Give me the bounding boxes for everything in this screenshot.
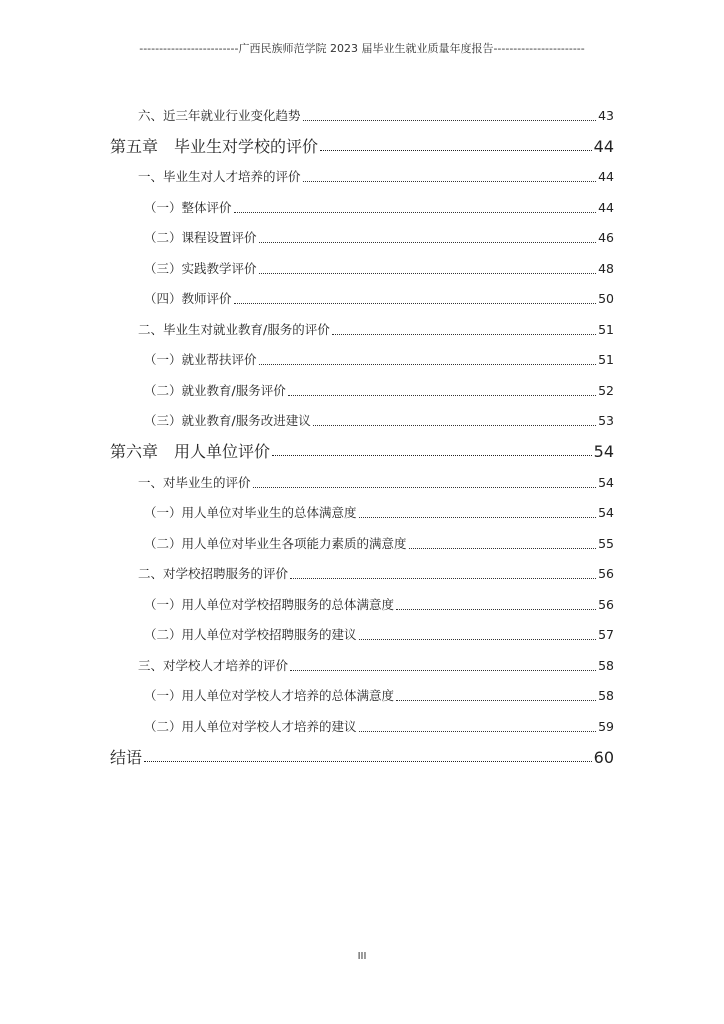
toc-entry-page-number: 54 <box>598 505 614 520</box>
toc-entry-page-number: 58 <box>598 688 614 703</box>
running-header: -------------------------广西民族师范学院 2023 届毕业生就业质量年度报告----------------------- <box>139 42 585 55</box>
toc-entry-page-number: 53 <box>598 413 614 428</box>
toc-chapter-entry[interactable] <box>110 126 614 157</box>
toc-entry-label: （四）教师评价 <box>144 291 232 306</box>
toc-subsection-entry[interactable] <box>110 493 614 524</box>
toc-entry-page-number: 55 <box>598 535 614 551</box>
toc-entry-page-number: 51 <box>598 352 614 367</box>
toc-subsection-entry[interactable] <box>110 340 614 371</box>
dot-leader <box>272 455 592 456</box>
toc-subsection-entry[interactable] <box>110 248 614 279</box>
table-of-contents <box>110 95 614 768</box>
toc-chapter-entry[interactable] <box>110 737 614 768</box>
toc-subsection-entry[interactable] <box>110 187 614 218</box>
dot-leader <box>320 150 592 151</box>
toc-entry-label: 二、毕业生对就业教育/服务的评价 <box>138 321 330 337</box>
toc-entry-label: （二）用人单位对学校人才培养的建议 <box>144 718 357 734</box>
toc-entry-label: （三）就业教育/服务改进建议 <box>144 413 311 428</box>
toc-entry-page-number: 44 <box>598 199 614 215</box>
toc-entry-page-number: 46 <box>598 230 614 245</box>
toc-entry-page-number: 52 <box>598 382 614 398</box>
dot-leader <box>234 212 597 213</box>
toc-entry-page-number: 56 <box>598 566 614 581</box>
toc-entry-page-number: 50 <box>598 291 614 306</box>
toc-chapter-entry[interactable] <box>110 431 614 462</box>
toc-section-entry[interactable] <box>110 157 614 188</box>
dot-leader <box>144 761 592 762</box>
dot-leader <box>253 487 597 488</box>
toc-entry-label: （一）整体评价 <box>144 199 232 215</box>
dot-leader <box>290 670 596 671</box>
toc-entry-page-number: 44 <box>598 169 614 184</box>
dot-leader <box>234 303 597 304</box>
toc-section-entry[interactable] <box>110 554 614 585</box>
toc-entry-label: 第五章 毕业生对学校的评价 <box>110 136 319 156</box>
page-number: III <box>357 951 367 962</box>
toc-section-entry[interactable] <box>110 95 614 126</box>
toc-subsection-entry[interactable] <box>110 706 614 737</box>
dot-leader <box>259 242 597 243</box>
toc-subsection-entry[interactable] <box>110 523 614 554</box>
dot-leader <box>303 181 597 182</box>
dot-leader <box>396 609 596 610</box>
toc-entry-page-number: 58 <box>598 657 614 673</box>
toc-entry-page-number: 54 <box>593 442 614 461</box>
toc-entry-page-number: 57 <box>598 627 614 642</box>
dot-leader <box>288 395 596 396</box>
toc-entry-page-number: 54 <box>598 474 614 490</box>
toc-entry-label: （二）课程设置评价 <box>144 230 257 245</box>
toc-section-entry[interactable] <box>110 462 614 493</box>
toc-entry-label: （一）用人单位对毕业生的总体满意度 <box>144 505 357 520</box>
toc-section-entry[interactable] <box>110 645 614 676</box>
toc-subsection-entry[interactable] <box>110 401 614 432</box>
toc-entry-page-number: 56 <box>598 596 614 612</box>
toc-entry-label: （一）就业帮扶评价 <box>144 352 257 367</box>
toc-entry-label: （三）实践教学评价 <box>144 260 257 276</box>
toc-subsection-entry[interactable] <box>110 584 614 615</box>
toc-entry-label: （一）用人单位对学校招聘服务的总体满意度 <box>144 596 395 612</box>
toc-entry-label: （二）就业教育/服务评价 <box>144 382 286 398</box>
toc-subsection-entry[interactable] <box>110 615 614 646</box>
dot-leader <box>259 273 597 274</box>
toc-entry-page-number: 44 <box>593 136 614 156</box>
dot-leader <box>313 425 596 426</box>
toc-entry-page-number: 51 <box>598 321 614 337</box>
dot-leader <box>409 548 597 549</box>
dot-leader <box>290 578 596 579</box>
dot-leader <box>259 364 597 365</box>
toc-entry-label: 六、近三年就业行业变化趋势 <box>138 107 301 123</box>
toc-section-entry[interactable] <box>110 309 614 340</box>
toc-entry-label: 结语 <box>110 747 143 767</box>
dot-leader <box>303 120 597 121</box>
toc-entry-label: 第六章 用人单位评价 <box>110 442 271 461</box>
toc-entry-label: （二）用人单位对毕业生各项能力素质的满意度 <box>144 535 407 551</box>
toc-subsection-entry[interactable] <box>110 370 614 401</box>
toc-subsection-entry[interactable] <box>110 279 614 310</box>
dot-leader <box>359 639 597 640</box>
toc-entry-page-number: 60 <box>593 747 614 767</box>
toc-entry-label: 一、毕业生对人才培养的评价 <box>138 169 301 184</box>
toc-entry-label: 三、对学校人才培养的评价 <box>138 657 289 673</box>
dot-leader <box>359 731 597 732</box>
toc-entry-label: （二）用人单位对学校招聘服务的建议 <box>144 627 357 642</box>
dot-leader <box>396 700 596 701</box>
toc-entry-label: 一、对毕业生的评价 <box>138 474 251 490</box>
toc-entry-page-number: 59 <box>598 718 614 734</box>
toc-entry-label: 二、对学校招聘服务的评价 <box>138 566 289 581</box>
dot-leader <box>332 334 596 335</box>
toc-entry-page-number: 48 <box>598 260 614 276</box>
toc-entry-page-number: 43 <box>598 107 614 123</box>
dot-leader <box>359 517 597 518</box>
toc-subsection-entry[interactable] <box>110 218 614 249</box>
toc-subsection-entry[interactable] <box>110 676 614 707</box>
toc-entry-label: （一）用人单位对学校人才培养的总体满意度 <box>144 688 395 703</box>
